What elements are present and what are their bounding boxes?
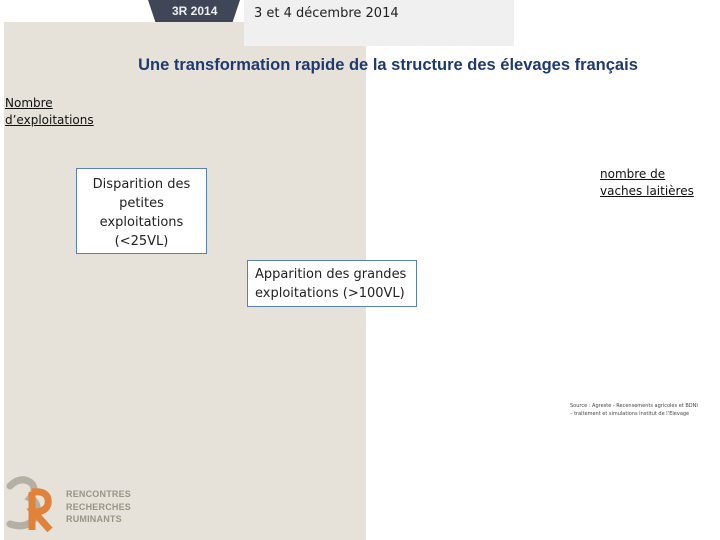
x-axis-label-line2: vaches laitières (600, 184, 694, 198)
logo-line2: RECHERCHES (66, 501, 132, 512)
disparition-line1: Disparition des (92, 177, 191, 192)
source-line1: Source : Agreste - Recensements agricoles et BDNI (570, 403, 698, 409)
x-axis-label-line1: nombre de (600, 167, 666, 181)
disparition-line2: petites (119, 196, 164, 211)
apparition-line2: exploitations (>100VL) (255, 286, 405, 301)
event-date: 3 et 4 décembre 2014 (254, 6, 399, 21)
x-axis-label (600, 166, 694, 200)
apparition-line1: Apparition des grandes (255, 267, 407, 282)
disparition-line3: exploitations (99, 215, 184, 230)
disparition-callout-box (76, 168, 207, 254)
logo-line1: RENCONTRES (66, 489, 132, 499)
apparition-callout-box (247, 260, 417, 307)
event-tag: 3R 2014 (172, 4, 218, 18)
logo-wordmark (66, 488, 131, 526)
y-axis-label-line2: d’exploitations (5, 113, 94, 127)
source-line2: – traitement et simulations Institut de l’Elevage (570, 411, 690, 417)
rencontres-logo (6, 472, 166, 534)
y-axis-label (5, 95, 94, 129)
logo-line3: RUMINANTS (66, 514, 122, 524)
y-axis-label-line1: Nombre (5, 96, 53, 110)
logo-3r-icon (6, 472, 54, 532)
disparition-line4: (<25VL) (114, 234, 169, 249)
source-note (570, 402, 718, 418)
slide-title: Une transformation rapide de la structure des élevages français (138, 56, 638, 74)
